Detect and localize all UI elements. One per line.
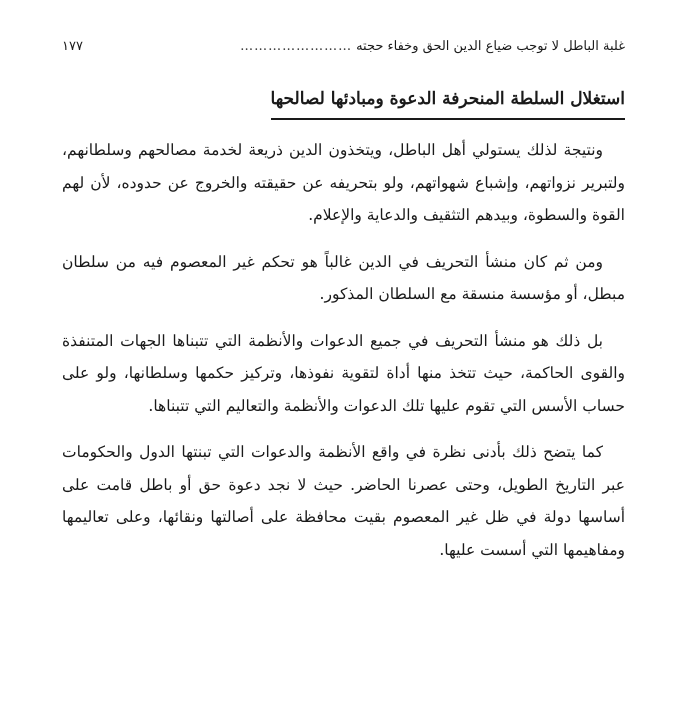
- paragraph-2: ومن ثم كان منشأ التحريف في الدين غالباً هو تحكم غير المعصوم فيه من سلطان مبطل، أو مؤسسة منسقة مع السلطان المذكور.: [62, 252, 625, 303]
- book-page: [62, 0, 625, 712]
- paragraph-3: بل ذلك هو منشأ التحريف في جميع الدعوات والأنظمة التي تتبناها الجهات المتنفذة والقوى الحاكمة، حيث تتخذ منها أداة لتقوية نفوذها، وتركيز حكمها وسلطانها، ولو على حساب الأسس التي تقوم عليها تلك الدعوات والأنظمة والتعاليم التي تتبناها.: [62, 331, 625, 415]
- paragraph-4: كما يتضح ذلك بأدنى نظرة في واقع الأنظمة والدعوات التي تبنتها الدول والحكومات عبر التاريخ الطويل، وحتى عصرنا الحاضر. حيث لا نجد دعوة حق أو باطل قامت على أساسها دولة في ظل غير المعصوم بقيت محافظة على أصالتها ونقائها، وعلى تعاليمها ومفاهيمها التي أسست عليها.: [62, 443, 625, 559]
- section-title: استغلال السلطة المنحرفة الدعوة ومبادئها لصالحها: [271, 86, 625, 120]
- running-head-leader-dots: ……………………: [240, 39, 353, 54]
- body-text: [62, 134, 625, 580]
- paragraph-1: ونتيجة لذلك يستولي أهل الباطل، ويتخذون الدين ذريعة لخدمة مصالحهم وسلطانهم، ولتبرير نزواتهم، وإشباع شهواتهم، ولو بتحريفه عن حقيقته والخروج عن حدوده، لأن لهم القوة والسطوة، وبيدهم التثقيف والدعاية والإعلام.: [62, 141, 625, 224]
- running-head-title: غلبة الباطل لا توجب ضياع الدين الحق وخفاء حجته: [356, 39, 625, 54]
- running-head: [62, 36, 625, 58]
- page-number: ١٧٧: [62, 39, 83, 54]
